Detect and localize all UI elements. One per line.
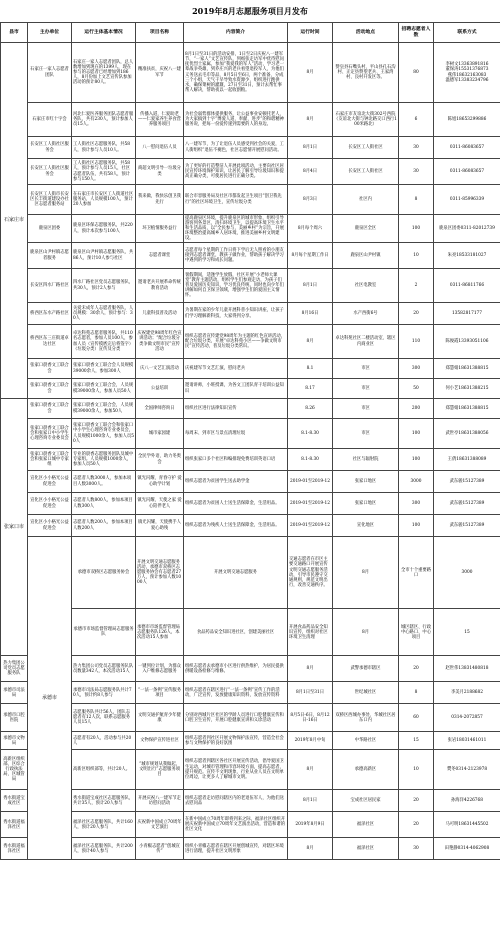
cell-name: 城市家园建 — [136, 419, 184, 449]
cell-org: 鹿泉区山尹村镇志愿者服务 — [28, 243, 72, 269]
table-row — [1, 704, 500, 732]
cell-name: 儿童科技普及活动 — [136, 303, 184, 325]
table-row — [1, 137, 500, 159]
cell-time: 8月 — [288, 103, 333, 137]
cell-place: 社区内 — [333, 185, 399, 215]
cell-intro: 组织志愿者到社区开展文物保护法宣传，营造全社会参与文物保护的良好氛围 — [184, 732, 288, 750]
cell-name: 全国律师咨询日 — [136, 399, 184, 419]
cell-num: 15 — [399, 732, 434, 750]
cell-place: 市区 — [333, 399, 399, 419]
cell-time: 2019-01至2019-12 — [288, 515, 333, 537]
cell-org: 长安区四水厂路社区 — [28, 269, 72, 303]
cell-body: 秀水街道宝成社区志愿服务队，共计35人，预计20人参与 — [72, 790, 136, 812]
cell-org: 鹿泉区团委 — [28, 215, 72, 243]
table-row — [1, 399, 500, 419]
cell-body: 志愿服务队共计56人，团队志愿者有12人次，联系志愿服务人员15人 — [72, 704, 136, 732]
cell-num: 100 — [399, 449, 434, 471]
cell-contact: 0311-86083657 — [434, 159, 500, 185]
table-row — [1, 379, 500, 399]
cell-intro: 组织志愿者在辖区进行“一法一条例”宣传工作的活动，广泛宣传，发放健康知识资料，发放宣传资料 — [184, 682, 288, 704]
column-header: 联系方式 — [434, 23, 500, 43]
cell-num: 30 — [399, 838, 434, 860]
cell-city: 石家庄市 — [1, 43, 28, 399]
cell-intro: 八一建军节，为了让退伍人员感受到社会的关爱，工人街组织“退伍不褪色，社区志愿情开展慰问活动。 — [184, 137, 288, 159]
cell-body: 专业的晨香志愿服务团队及城中专家组。人员规模1000余人，参加人员50人 — [72, 449, 136, 471]
table-row — [1, 215, 500, 243]
cell-org: 高新区组织部，区综合行政执法局，区城管局 — [1, 750, 28, 790]
cell-org: 热力集团公司党员志愿服务队 — [1, 656, 28, 682]
cell-org: 长安区工人街市长安区长丰街道建设办社区志愿者服务站 — [28, 185, 72, 215]
table-row — [1, 449, 500, 471]
cell-contact: 何小艺18631388215 — [434, 379, 500, 399]
cell-name: 传播入道，仁爱助老——仁爱家养生养食营养服务项目 — [136, 103, 184, 137]
cell-name: 商超文明引导一垃圾分类 — [136, 159, 184, 185]
cell-place: 市区 — [333, 379, 399, 399]
cell-num: 300 — [399, 359, 434, 379]
cell-time: 8月 — [288, 656, 333, 682]
cell-name: “一法一条例”宣传服务项目 — [136, 682, 184, 704]
cell-name: 庆八一文艺汇演活动 — [136, 359, 184, 379]
cell-intro: 交通志愿者在市区主要交通路口开展宣传文明交通志愿服务活动，引导市民遵守交通规则，规范文明出行，改善交通秩序。 — [288, 537, 333, 609]
cell-org: 石家庄一家人志愿者团队 — [28, 43, 72, 103]
cell-num: 100 — [399, 215, 434, 243]
cell-time: 8.1-8.30 — [288, 449, 333, 471]
cell-place: 水产西街6号 — [333, 303, 399, 325]
table-row — [1, 732, 500, 750]
cell-org: 承德市双桥区志愿服务协会 — [72, 537, 136, 609]
cell-num: 80 — [399, 43, 434, 103]
column-header: 县市 — [1, 23, 28, 43]
cell-intro: 开展食品药品安全知识宣传，组织对社区环境卫生清理 — [288, 609, 333, 656]
cell-name: 庆祝新中国成立70周年文艺演出 — [136, 812, 184, 838]
cell-intro: 联合市容服务局及社区市都发起卫生项目“创卫我先行”的社区环境卫生，宣传垃圾分类 — [184, 185, 288, 215]
table-row — [1, 515, 500, 537]
table-row — [1, 493, 500, 515]
cell-time: 8月5日-6日，8月12日-16日 — [288, 704, 333, 732]
cell-org: 桥西区东三庄街道卓达社区 — [28, 325, 72, 359]
cell-body: 张家口晨香文工联合会，人员规模39000余人，参加50人 — [72, 399, 136, 419]
document-title: 2019年8月志愿服务项目月发布 — [192, 6, 308, 16]
cell-contact: 李树文13363891816 董保涛15531376873 燕伟18632163083 温德军13383234796 — [434, 43, 500, 103]
cell-org: 长安区工人街社区服务会 — [28, 137, 72, 159]
cell-contact: 0314-2072857 — [434, 704, 500, 732]
cell-time: 2019年8月9日 — [288, 812, 333, 838]
cell-time: 8月 — [333, 537, 399, 609]
table-row — [1, 471, 500, 493]
cell-num: 50 — [399, 379, 434, 399]
cell-intro: 邀请讲师，小班授课，为各文工团队青干培训公益知识 — [184, 379, 288, 399]
cell-intro: 志愿者每个星期的工作日将下学后无人照看的小朋友接到志愿者课堂，教孩子做作业，帮助孩子解决学习中遇到的学习和成长问题。 — [184, 243, 288, 269]
cell-body: 志愿者人数3000人，参加本项目人数3000人。 — [72, 471, 136, 493]
cell-name: 一键到位计划，为群众入户维修志愿服务 — [136, 656, 184, 682]
cell-place: 张家口地区 — [333, 471, 399, 493]
cell-intro: 组织社区进行法律知识宣传 — [184, 399, 288, 419]
table-header-row — [1, 23, 500, 43]
cell-name: 镇光闪耀，青春守护 爱心助学计划 — [136, 471, 184, 493]
cell-num: 20 — [399, 656, 434, 682]
cell-contact: 鹿泉区团委0311-82012739 — [434, 215, 500, 243]
cell-org: 宣化区小小格光公益促进会 — [28, 493, 72, 515]
cell-city: 承德市 — [28, 537, 72, 860]
cell-intro: 为暑期在家的少年儿童开展科普小知识讲座，让孩子们学习理解新科技，大家得到分享。 — [184, 303, 288, 325]
table-row — [1, 103, 500, 137]
cell-body: 四水厂路社区党员志愿服务队，共30人，预计2人参与 — [72, 269, 136, 303]
cell-name: 邀请老兵开展革命传统教育活动 — [136, 269, 184, 303]
cell-org: 石家庄市红十字会 — [28, 103, 72, 137]
table-row — [1, 243, 500, 269]
cell-num: 110 — [399, 325, 434, 359]
table-row — [1, 537, 500, 609]
cell-org: 宣化区小小格光公益促进会 — [28, 471, 72, 493]
cell-name: 志愿者课堂 — [136, 243, 184, 269]
cell-time: 8月 — [288, 43, 333, 103]
cell-place: 福泽社区 — [333, 812, 399, 838]
cell-intro: 庆祝建军节文艺汇演，慰问老兵 — [184, 359, 288, 379]
cell-name: 开展庆祝八一建军节走访慰问活动 — [136, 790, 184, 812]
cell-place: 张家口地区 — [333, 493, 399, 515]
cell-body: 志愿者人数200人，参加本项目人数200人 — [72, 515, 136, 537]
cell-intro: 为社会弱势群体提供服务，让公益事业安顿托老人，为大家搞到十字“博爱人道、奉献、进步”的和谐精神服务说，把每一份爱传递到需要的人的身边。 — [184, 103, 288, 137]
cell-num: 300 — [399, 493, 434, 515]
cell-num: 15 — [434, 609, 500, 656]
cell-time: 8.17 — [288, 379, 333, 399]
cell-place: 鹿泉区山尹村镇 — [333, 243, 399, 269]
cell-time: 8月 — [288, 325, 333, 359]
cell-org: 桥西区东水产路社区 — [28, 303, 72, 325]
cell-intro: 组织志愿者走访慰问辖区内的老退伍军人，为他们送去慰问品 — [184, 790, 288, 812]
cell-body: 张家口晨香文工联合会和张家口中小学生心理咨询专业委员会，人员规模1000余人，参加人员50人 — [72, 419, 136, 449]
cell-num: 30 — [399, 137, 434, 159]
cell-name: 八一慰问退伍人员 — [136, 137, 184, 159]
cell-place: 鹿泉区全区 — [333, 215, 399, 243]
cell-org: 秀水街道福泽社区 — [1, 812, 28, 838]
cell-intro: 组织志愿者为贫困学生送去助学金 — [184, 471, 288, 493]
cell-time: 8月1日 — [288, 269, 333, 303]
cell-place: 武警承德市辖区 — [333, 656, 399, 682]
column-header: 招聘志愿者人数 — [399, 23, 434, 43]
cell-time: 8月1日 — [288, 790, 333, 812]
cell-place: 世纪城社区 — [333, 682, 399, 704]
cell-time: 2019-01至2019-12 — [288, 471, 333, 493]
cell-body: 福泽社区志愿服务队，共计160人，预计20人参与 — [72, 812, 136, 838]
cell-place: 承德高新区 — [333, 750, 399, 790]
cell-body: 在石家庄市长安区工人街道社区服务站，人员规模100人，预计20人参加 — [72, 185, 136, 215]
cell-contact: 武东骏15127389 — [434, 471, 500, 493]
table-row — [1, 303, 500, 325]
table-row — [1, 682, 500, 704]
cell-contact: 武世亭18631388056 — [434, 419, 500, 449]
cell-contact: 0311-85996339 — [434, 185, 500, 215]
cell-time: 8月 — [333, 609, 399, 656]
cell-contact: 马可明18631445502 — [434, 812, 500, 838]
cell-time: 8月16日 — [288, 303, 333, 325]
cell-intro: 提高鹿泉区环境，提升鹿泉区的城市形象，组织引导游客到各景区，清扫环境卫生，以提高环境卫生水平和生活品质，以“全民参与，美丽乡村”为宗旨，开展环境整治提高城乡人居环境，推进美丽乡村文明建设。 — [184, 215, 288, 243]
cell-intro: 组织志愿者为残疾人士送生活保障金，生活用品。 — [184, 515, 288, 537]
cell-name: “城市规划从我做起，文明出行”志愿服务项目 — [136, 750, 184, 790]
cell-num: 10 — [399, 750, 434, 790]
cell-time: 8月3日 — [288, 185, 333, 215]
cell-num: 100 — [399, 419, 434, 449]
cell-time: 8月 — [288, 750, 333, 790]
cell-num: 3000 — [434, 537, 500, 609]
cell-time: 8.26 — [288, 399, 333, 419]
cell-org: 张家口晨香文工联合会和张家口城中专家组 — [28, 449, 72, 471]
cell-num: 8 — [399, 682, 434, 704]
cell-place: 长安区工人街社区 — [333, 137, 399, 159]
cell-name: 文明交通护航青少年健康 — [136, 704, 184, 732]
cell-place: 双桥区西城办事处、华城社区居东口内 — [333, 704, 399, 732]
table-row — [1, 838, 500, 860]
cell-time: 8.1-8.30 — [288, 419, 333, 449]
cell-contact: 朱亮18533181027 — [434, 243, 500, 269]
table-row — [1, 609, 500, 656]
cell-contact: 陈旭18653299886 — [434, 103, 500, 137]
cell-body: 福泽社区志愿服务队，共计200人，预计40人参与 — [72, 838, 136, 860]
cell-num: 2 — [399, 269, 434, 303]
cell-body: 承德市司法局志愿服务队共计70人，预计约8人参与 — [72, 682, 136, 704]
cell-intro: 组织志愿者到辖区各社区开展宣传活动，倡导爱国卫生运动，对城市管理和市容环境方面，提高志愿者，提升规范。宣传不文明现象，行业从业人员在文明单位周边，让更多人了解城市文明。 — [184, 750, 288, 790]
cell-city: 张家口市 — [1, 399, 28, 656]
cell-num: 20 — [399, 790, 434, 812]
cell-org: 宣化区小小格光公益促进会 — [28, 515, 72, 537]
table-row — [1, 790, 500, 812]
cell-time: 2019年8月中旬 — [288, 732, 333, 750]
volunteer-projects-table — [0, 22, 500, 860]
table-row — [1, 359, 500, 379]
cell-body: 开展文明交通志愿服务活动，承德市双桥区志愿服务协会有志愿者27万人，预计参加人数1000人 — [136, 537, 184, 609]
cell-intro: 8月1日至31日的活动安排，1日至2日庆祝八一建军节，“一家人”文艺宣传队，到纸张走访军中优待慰问抚优烈士家属，参加“我爱我的军人”活动，学习老一辈战争英雄，到乔庄兴的老兵看望退役军人，为他们义务送去毛巾等品，8月5日至6日，两个准备，分成三个小组，天气干早导致水资源少，组织进行跑供水，确保菜树的灌溉，27日至31日，预计去帮忙事帮人解决，帮助夜以一起收割粮。 — [184, 43, 288, 103]
cell-org: 承德市文物局 — [1, 732, 28, 750]
cell-contact: 樊冬0314-2123978 — [434, 750, 500, 790]
cell-body: 张家口晨香文工联合会，人员规模39000余人，参加人员50人 — [72, 379, 136, 399]
cell-time: 8月4日 — [288, 159, 333, 185]
cell-num: 10 — [399, 243, 434, 269]
cell-body: 高新区组织部等，共计20人。 — [72, 750, 136, 790]
cell-contact: 0311-86811766 — [434, 269, 500, 303]
cell-contact: 武东骏15127389 — [434, 515, 500, 537]
cell-place: 宣化地区 — [333, 515, 399, 537]
cell-org: 承德市口腔医院 — [1, 704, 28, 732]
cell-contact: 郑慧娟18631388815 — [434, 399, 500, 419]
cell-time: 8月 — [288, 838, 333, 860]
cell-num: 3000 — [399, 471, 434, 493]
cell-body: 关爱未成年人志愿者服务队，人员规模：30余人，预计参与：30人 — [72, 303, 136, 325]
cell-body: 卓达科苑志愿者服务队，共110名志愿者，参加人员100人，参加人员（宣传摸底完后将签字）（垃圾分类）宣传及分类 — [72, 325, 136, 359]
cell-contact: 郑慧娟18631388815 — [434, 359, 500, 379]
cell-org: 秀水街道福泽社区 — [1, 838, 28, 860]
table-row — [1, 419, 500, 449]
cell-num: 60 — [399, 704, 434, 732]
cell-contact: 张岩18031461011 — [434, 732, 500, 750]
cell-body: 志愿者人数800人，参加本项目人数300人 — [72, 493, 136, 515]
cell-place: 社区电教室 — [333, 269, 399, 303]
cell-name: 我来做，我快乐创卫我先行 — [136, 185, 184, 215]
cell-intro: 组织小青椒志愿者在辖区开展创城宣传，对辖区环境进行清理，提升社区文明形象 — [184, 838, 288, 860]
cell-intro: 组织志愿者为贫困人士送生活保障金，生活用品。 — [184, 493, 288, 515]
table-row — [1, 325, 500, 359]
cell-org: 秀水街道宝成社区 — [1, 790, 28, 812]
cell-name: 镇光闪耀，天使之家 爱心陪伴老人 — [136, 493, 184, 515]
cell-place: 城区辖区、行政中心路口、中心项目 — [399, 609, 434, 656]
cell-contact: 陈俊霞13393051106 — [434, 325, 500, 359]
cell-body: 承德市市场监督管理局志愿服务队126人，本次活动15人参加 — [136, 609, 184, 656]
cell-org: 张家口晨香文工联合会 — [28, 399, 72, 419]
table-row — [1, 185, 500, 215]
cell-intro: 为了更好的打造整洁人开展此项活动，主要向社区居民宣传环境保护知识，让居民了解引导垃圾知识和提高正确分类，可使居民进行正确分类。 — [184, 159, 288, 185]
cell-time: 8月1日至31日 — [288, 682, 333, 704]
cell-place: 中华路社区 — [333, 732, 399, 750]
cell-place: 市区 — [333, 419, 399, 449]
cell-contact: 赵世伟13831480818 — [434, 656, 500, 682]
cell-intro: 在新中国成立70周年即将到来之际，福泽社区组织开展庆祝新中国成立70周年文艺演出活动，营造和谐的社区文化 — [184, 812, 288, 838]
cell-name: 镇光闪耀，天使携手人 爱心助残 — [136, 515, 184, 537]
cell-name: 全民学外语，助力冬奥会 — [136, 449, 184, 471]
cell-org: 承德市司法局 — [1, 682, 28, 704]
column-header: 主办单位 — [28, 23, 72, 43]
cell-num: 6 — [399, 103, 434, 137]
cell-place: 长安区工人街社区 — [333, 159, 399, 185]
cell-place: 赞皇县石嘴头村、平山县孔石沟村、正定县赞望老兵、王家湾村、良村开发区等。 — [333, 43, 399, 103]
table-row — [1, 159, 500, 185]
cell-intro: 组织志愿者宣传建党98周年为主题的红色宣讲活动，配合垃圾分类，开展“卓达科苑小区——争做文明市民”宣传活动，普及垃圾分类常识。 — [184, 325, 288, 359]
column-header: 活动地点 — [333, 23, 399, 43]
cell-intro: 每周末、到市区与景点清理垃圾 — [184, 419, 288, 449]
cell-time: 8月1日 — [288, 137, 333, 159]
cell-num: 20 — [399, 812, 434, 838]
cell-name: 文物保护宣传进社区 — [136, 732, 184, 750]
cell-intro: 暑假期间，适逢学生放假，社区开展“小老师大课堂”教育主题活动，组织学生们参观走访，为孩子们普及爱国历史知识，学习优良传统，同时也向少年们讲解如何自卫保卫领域，增强学生们的爱国主义情怀。 — [184, 269, 288, 303]
cell-contact: 孙海洋4226768 — [434, 790, 500, 812]
column-header: 运行时间 — [288, 23, 333, 43]
cell-time: 2019-01至2019-12 — [288, 493, 333, 515]
cell-name: 小青椒志愿者“创城宣传” — [136, 838, 184, 860]
cell-org: 张家口晨香文工联合会和张家口中小学生心理咨询专业委员会 — [28, 419, 72, 449]
cell-name: 精准扶贫，庆祝八一建军节 — [136, 43, 184, 103]
cell-body: 鹿泉区山尹村镇志愿服务队，共86人，预计10人参与社区 — [72, 243, 136, 269]
table-row — [1, 656, 500, 682]
cell-time: 8月每个星期工作日 — [288, 243, 333, 269]
cell-num: 20 — [399, 303, 434, 325]
column-header: 内容简介 — [184, 23, 288, 43]
cell-name: 公益培训 — [136, 379, 184, 399]
cell-place: 市区 — [333, 359, 399, 379]
table-body — [1, 43, 500, 860]
cell-name: 庆祝建党98周年红色宣讲活动；“配合垃圾分类争做文明市民”宣传活动 — [136, 325, 184, 359]
cell-name: 开展文明交通志愿服务 — [184, 537, 288, 609]
cell-time: 8.1 — [288, 359, 333, 379]
cell-contact: 0311-86083657 — [434, 137, 500, 159]
cell-org: 张家口晨香文工联合会 — [28, 379, 72, 399]
cell-time: 8月每个周六 — [288, 215, 333, 243]
cell-contact: 田艳静0314-4062908 — [434, 838, 500, 860]
cell-body: 石家庄一家人志愿者团队，总人数增加到现在的1399人，现在参与的志愿者已经增加到186人，8月份加上文艺宣传队参加活动的预计80人。 — [72, 43, 136, 103]
cell-num: 8 — [399, 185, 434, 215]
cell-body: 工人街社区志愿服务队，共58人，预计参与人员10人。 — [72, 137, 136, 159]
table-row — [1, 43, 500, 103]
cell-contact: 王倩18631388089 — [434, 449, 500, 471]
column-header: 运行主体基本情况 — [72, 23, 136, 43]
cell-intro: 组织张家口多个社区和编排现免费培训英语口语 — [184, 449, 288, 471]
cell-org: 长安区工人街社区服务会 — [28, 159, 72, 185]
cell-org: 张家口晨香文工联合会 — [28, 359, 72, 379]
cell-place: 宝成社区居民家 — [333, 790, 399, 812]
cell-name: 环卫植情服务益行 — [136, 215, 184, 243]
cell-contact: 13582817177 — [434, 303, 500, 325]
cell-contact: 李美月2188682 — [434, 682, 500, 704]
cell-body: 志愿者有20人，活动参与共20人 — [72, 732, 136, 750]
cell-intro: 组织志愿者去承德市小区进行供热维护，为居民提供供暖设备检修与维修。 — [184, 656, 288, 682]
table-row — [1, 812, 500, 838]
cell-num: 100 — [399, 515, 434, 537]
cell-intro: 分别对西城片区社区的学龄人员进行口腔健康宣传和口腔卫生宣传，开展口腔健康宣讲和义诊活动 — [184, 704, 288, 732]
cell-num: 200 — [399, 399, 434, 419]
cell-body: 张家口晨香文工联合会人员规模39000余人，参加300人 — [72, 359, 136, 379]
cell-place: 石家庄市友谊北大街302号西院（友谊北大街与钟北路交口西行100米路北） — [333, 103, 399, 137]
cell-num: 30 — [399, 159, 434, 185]
cell-body: 热力集团公司党员志愿服务队队员数量342人，本次活动15人 — [72, 656, 136, 682]
cell-place: 社区与辐射院 — [333, 449, 399, 471]
table-row — [1, 750, 500, 790]
cell-place: 全市十个重要路口 — [399, 537, 434, 609]
cell-place: 福泽社区 — [333, 838, 399, 860]
table-row — [1, 269, 500, 303]
cell-contact: 武东骏15127389 — [434, 493, 500, 515]
cell-body: 河北仁爱医养服务团队志愿者服务队，共有230人，预计参加人员15人。 — [72, 103, 136, 137]
cell-org: 承德市市场监督管理局志愿服务队 — [72, 609, 136, 656]
column-header: 项目名称 — [136, 23, 184, 43]
cell-body: 工人街社区志愿服务队，共58人，预计参与人员15人，社区志愿者队伍，共有58人，预计参与150人。 — [72, 159, 136, 185]
cell-place: 卓达科苑社区二楼活动室、辖区内商业区 — [333, 325, 399, 359]
cell-body: 鹿泉区环保志愿服务队，共220人，预计本次参与100人 — [72, 215, 136, 243]
cell-name: 食品药品安全知识进社区，创建美丽社区 — [184, 609, 288, 656]
